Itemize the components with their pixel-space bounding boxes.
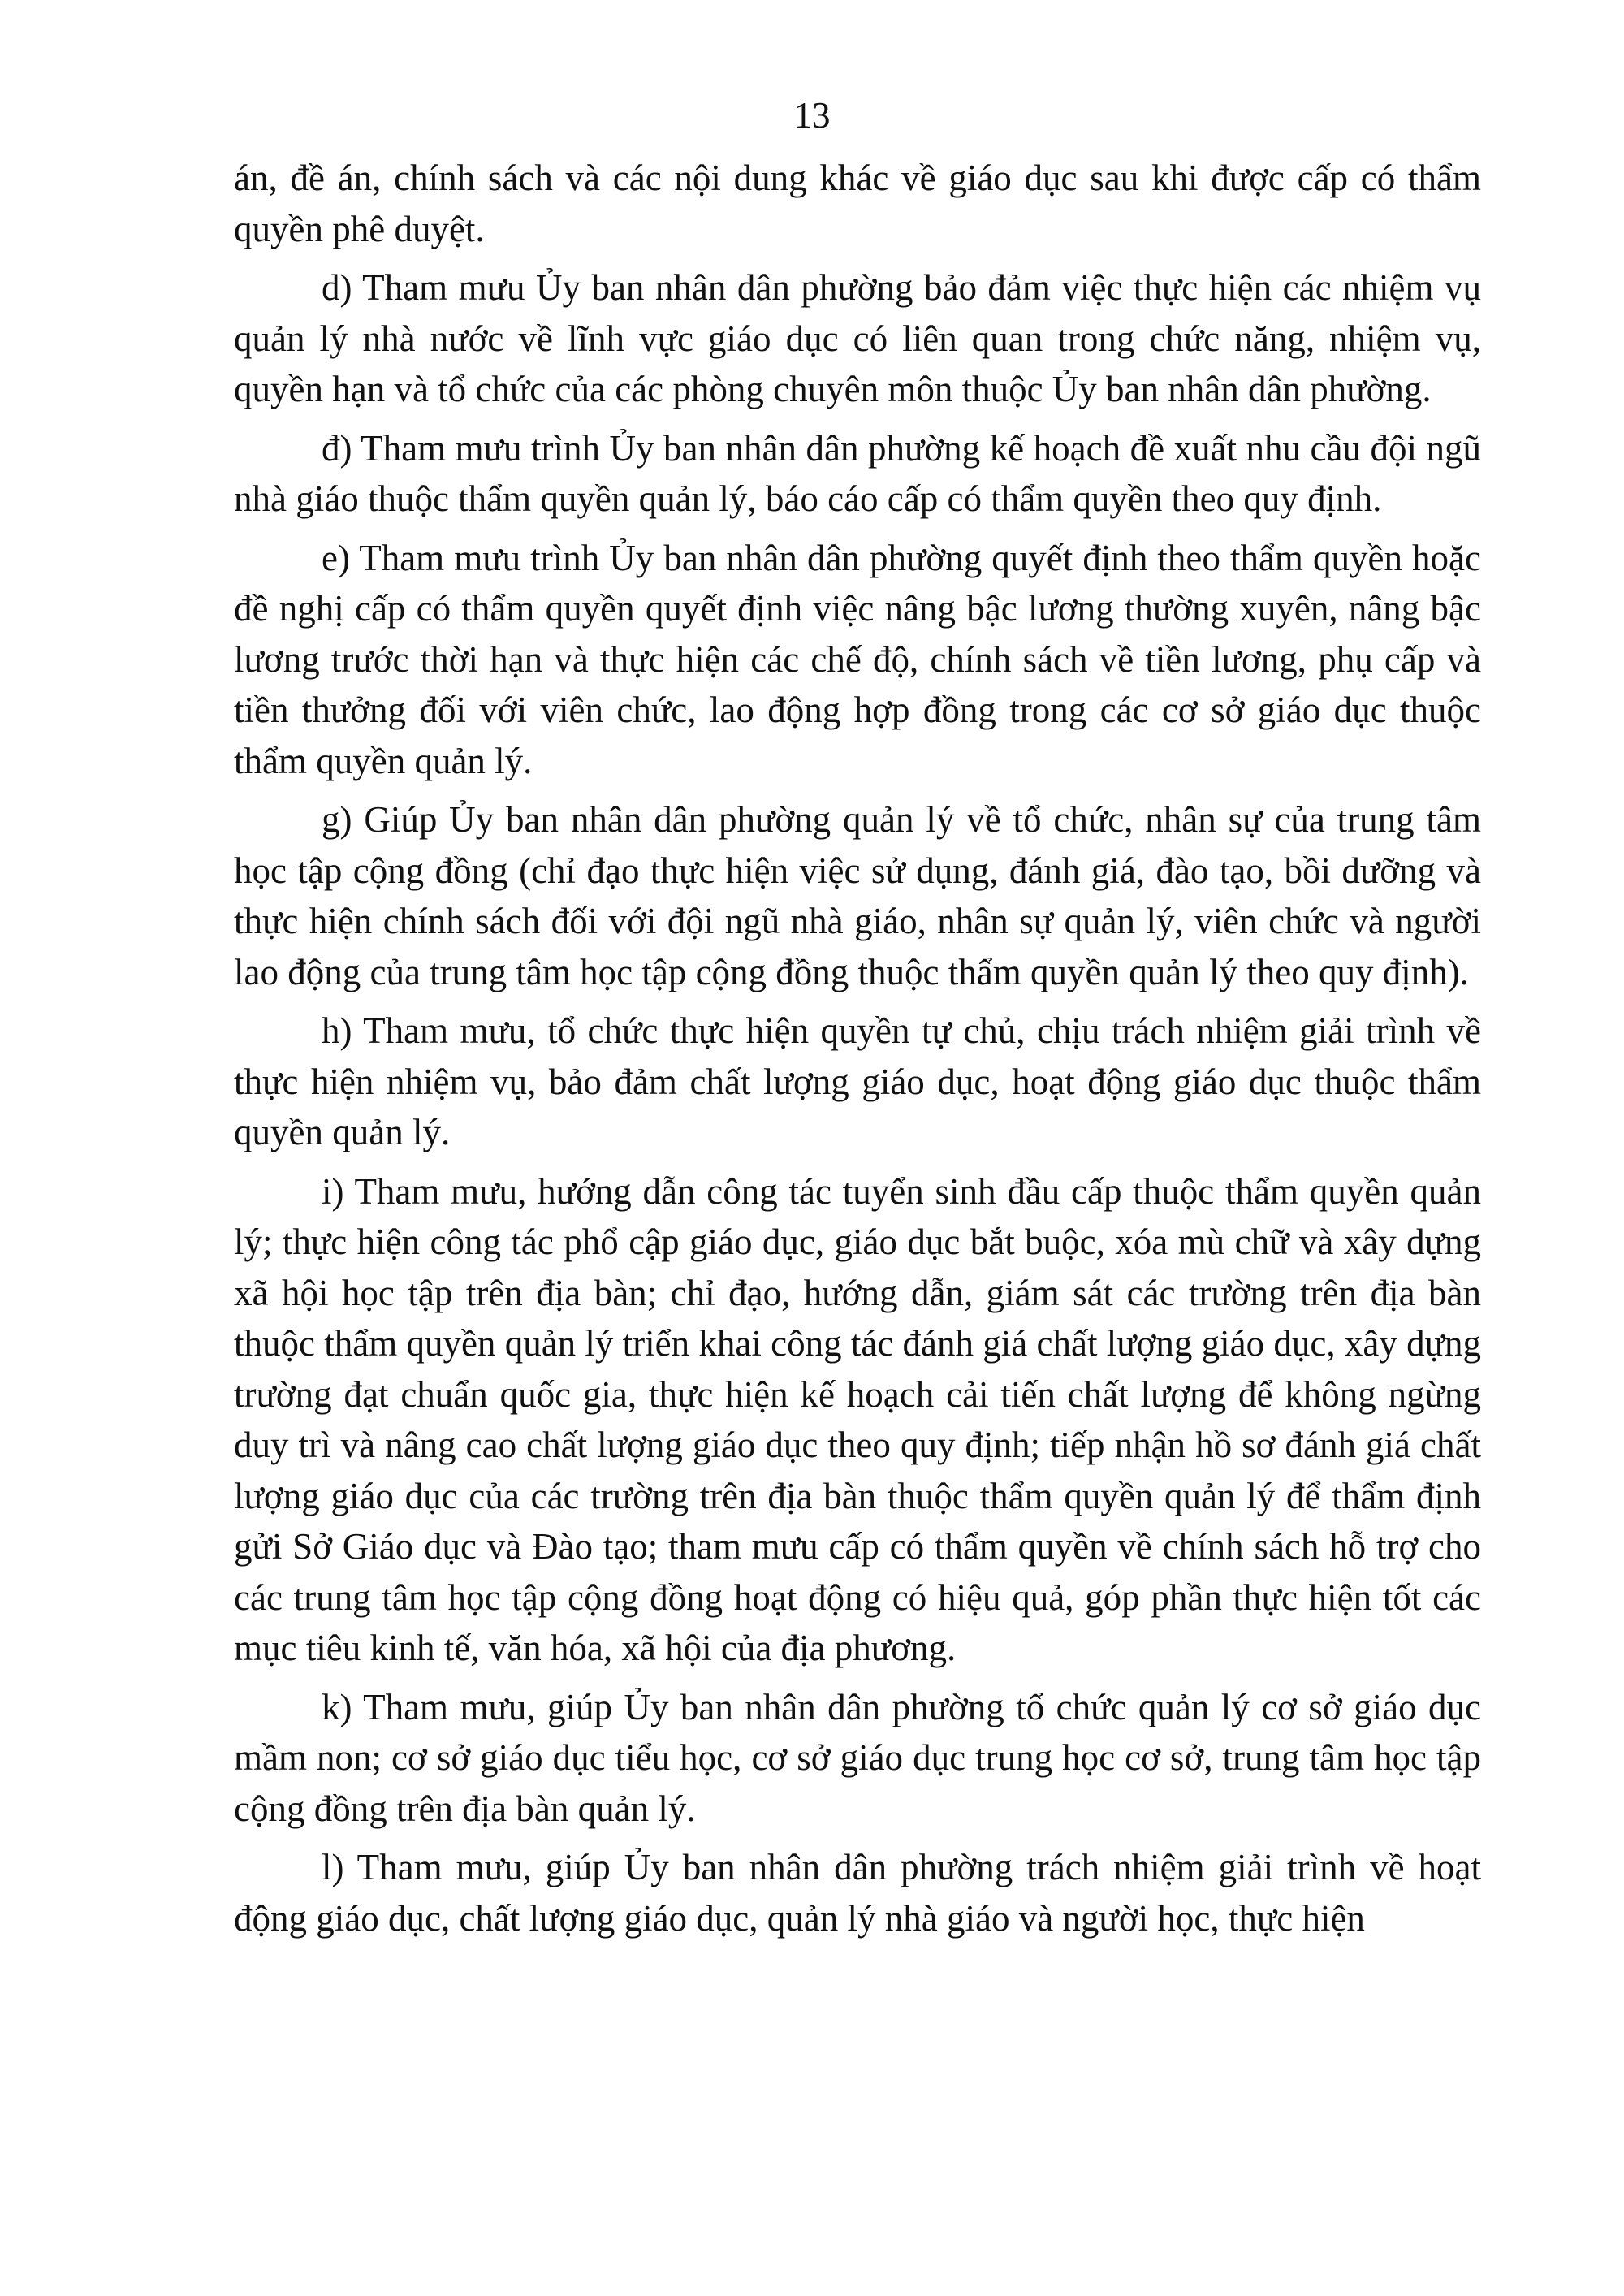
document-body: [234, 153, 1481, 1952]
paragraph-item-i: i) Tham mưu, hướng dẫn công tác tuyển sinh đầu cấp thuộc thẩm quyền quản lý; thực hiện công tác phổ cập giáo dục, giáo dục bắt buộc, xóa mù chữ và xây dựng xã hội học tập trên địa bàn; chỉ đạo, hướng dẫn, giám sát các trường trên địa bàn thuộc thẩm quyền quản lý triển khai công tác đánh giá chất lượng giáo dục, xây dựng trường đạt chuẩn quốc gia, thực hiện kế hoạch cải tiến chất lượng để không ngừng duy trì và nâng cao chất lượng giáo dục theo quy định; tiếp nhận hồ sơ đánh giá chất lượng giáo dục của các trường trên địa bàn thuộc thẩm quyền quản lý để thẩm định gửi Sở Giáo dục và Đào tạo; tham mưu cấp có thẩm quyền về chính sách hỗ trợ cho các trung tâm học tập cộng đồng hoạt động có hiệu quả, góp phần thực hiện tốt các mục tiêu kinh tế, văn hóa, xã hội của địa phương.: [234, 1170, 1481, 1668]
paragraph-item-h: h) Tham mưu, tổ chức thực hiện quyền tự chủ, chịu trách nhiệm giải trình về thực hiện nhiệm vụ, bảo đảm chất lượng giáo dục, hoạt động giáo dục thuộc thẩm quyền quản lý.: [234, 1010, 1481, 1152]
paragraph-item-g: g) Giúp Ủy ban nhân dân phường quản lý về tổ chức, nhân sự của trung tâm học tập cộng đồng (chỉ đạo thực hiện việc sử dụng, đánh giá, đào tạo, bồi dưỡng và thực hiện chính sách đối với đội ngũ nhà giáo, nhân sự quản lý, viên chức và người lao động của trung tâm học tập cộng đồng thuộc thẩm quyền quản lý theo quy định).: [234, 799, 1481, 992]
paragraph-item-d: d) Tham mưu Ủy ban nhân dân phường bảo đảm việc thực hiện các nhiệm vụ quản lý nhà nước về lĩnh vực giáo dục có liên quan trong chức năng, nhiệm vụ, quyền hạn và tổ chức của các phòng chuyên môn thuộc Ủy ban nhân dân phường.: [234, 267, 1481, 409]
paragraph-item-dd: đ) Tham mưu trình Ủy ban nhân dân phường kế hoạch đề xuất nhu cầu đội ngũ nhà giáo thuộc thẩm quyền quản lý, báo cáo cấp có thẩm quyền theo quy định.: [234, 427, 1481, 519]
paragraph-item-k: k) Tham mưu, giúp Ủy ban nhân dân phường tổ chức quản lý cơ sở giáo dục mầm non; cơ sở giáo dục tiểu học, cơ sở giáo dục trung học cơ sở, trung tâm học tập cộng đồng trên địa bàn quản lý.: [234, 1686, 1481, 1829]
paragraph-continuation: án, đề án, chính sách và các nội dung khác về giáo dục sau khi được cấp có thẩm quyền phê duyệt.: [234, 158, 1481, 249]
paragraph-item-e: e) Tham mưu trình Ủy ban nhân dân phường quyết định theo thẩm quyền hoặc đề nghị cấp có thẩm quyền quyết định việc nâng bậc lương thường xuyên, nâng bậc lương trước thời hạn và thực hiện các chế độ, chính sách về tiền lương, phụ cấp và tiền thưởng đối với viên chức, lao động hợp đồng trong các cơ sở giáo dục thuộc thẩm quyền quản lý.: [234, 537, 1481, 781]
paragraph-item-l: l) Tham mưu, giúp Ủy ban nhân dân phường trách nhiệm giải trình về hoạt động giáo dục, chất lượng giáo dục, quản lý nhà giáo và người học, thực hiện: [234, 1847, 1481, 1939]
page-number: 13: [793, 95, 831, 136]
